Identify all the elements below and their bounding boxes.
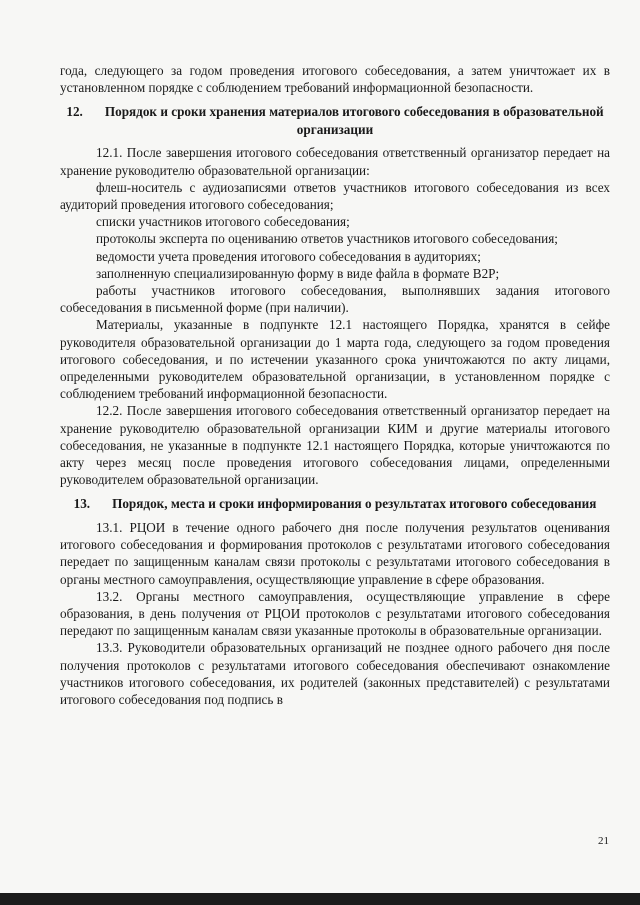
list-item: работы участников итогового собеседования, выполнявших задания итогового собеседования в письменной форме (при наличии). [60,283,610,316]
paragraph-12-1: 12.1. После завершения итогового собеседования ответственный организатор передает на хранение руководителю образовательной организации: [60,145,610,178]
section-13-number: 13. [73,496,91,512]
section-12-heading [60,103,610,138]
list-item: флеш-носитель с аудиозаписями ответов участников итогового собеседования из всех аудиторий проведения итогового собеседования; [60,179,610,213]
paragraph-12-2: 12.2. После завершения итогового собеседования ответственный организатор передает на хранение руководителю образовательной организации КИМ и другие материалы итогового собеседования, не указанные в подпункте 12.1 настоящего Порядка, которые уничтожаются по акту через месяц после проведения итогового собеседования лицами, определенными руководителем образовательной организации. [60,403,610,488]
paragraph-13-3: 13.3. Руководители образовательных организаций не позднее одного рабочего дня после получения протоколов с результатами итогового собеседования обеспечивают ознакомление участников итогового собеседования, их родителей (законных представителей) с результатами итогового собеседования под подпись в [60,640,610,707]
document-page [60,62,610,708]
list-item: заполненную специализированную форму в виде файла в формате B2P; [96,265,500,281]
section-13-heading [60,495,610,513]
list-item: списки участников итогового собеседования; [96,214,350,230]
paragraph-13-2: 13.2. Органы местного самоуправления, осуществляющие управление в сфере образования, в день получения от РЦОИ протоколов с результатами итогового собеседования передают по защищенным каналам связи указанные протоколы в образовательные организации. [60,588,610,639]
continuation-paragraph: года, следующего за годом проведения итогового собеседования, а затем уничтожает их в установленном порядке с соблюдением требований информационной безопасности. [60,63,610,96]
section-13-title: Порядок, места и сроки информирования о результатах итогового собеседования [112,496,597,512]
scan-edge-bar [0,893,640,905]
section-12-number: 12. [66,104,83,120]
paragraph-13-1: 13.1. РЦОИ в течение одного рабочего дня после получения результатов оценивания итогового собеседования и формирования протоколов с результатами итогового собеседования передает по защищенным каналам связи протоколы с результатами итогового собеседования в органы местного самоуправления, осуществляющие управление в сфере образования. [60,519,610,587]
page-number: 21 [598,835,609,847]
section-12-title: Порядок и сроки хранения материалов итогового собеседования в образовательной организации [104,104,604,137]
list-item: ведомости учета проведения итогового собеседования в аудиториях; [96,248,481,264]
paragraph-12-storage: Материалы, указанные в подпункте 12.1 настоящего Порядка, хранятся в сейфе руководителя образовательной организации до 1 марта года, следующего за годом проведения итогового собеседования, и по истечении указанного срока уничтожаются по акту лицами, определенными руководителем образовательной организации, в установленном порядке с соблюдением требований информационной безопасности. [60,317,610,402]
list-item: протоколы эксперта по оцениванию ответов участников итогового собеседования; [96,231,558,247]
